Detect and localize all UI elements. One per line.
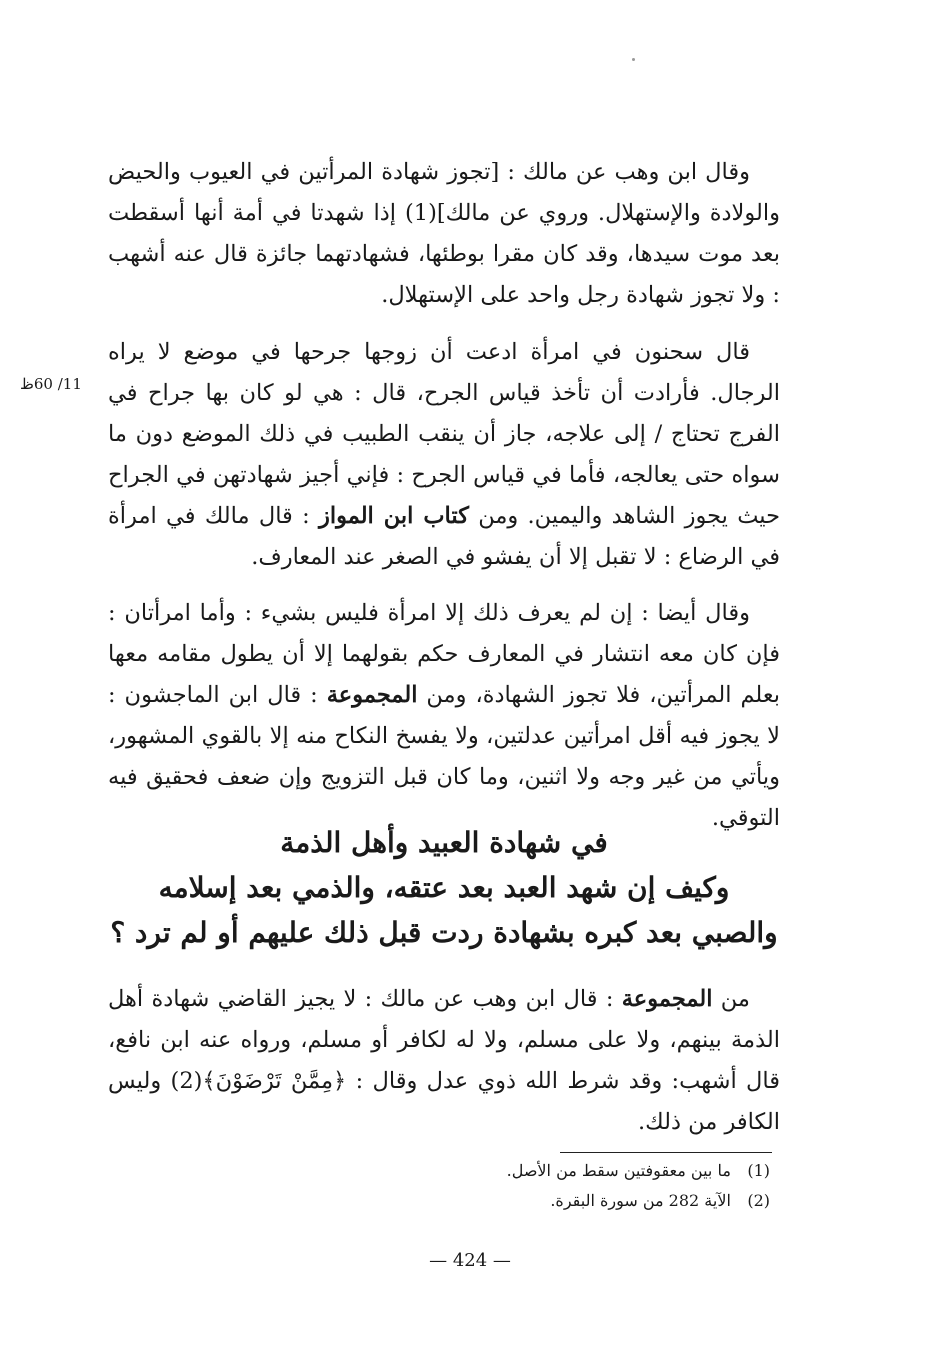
paragraph-2-text-after: : قال مالك في امرأة في الرضاع : لا تقبل إلا أن يفشو في الصغر عند المعارف. [108,503,780,570]
section-heading-line-3: والصبي بعد كبره بشهادة ردت قبل ذلك عليهم أو لم ترد ؟ [110,916,778,949]
paragraph-1-text: وقال ابن وهب عن مالك : [تجوز شهادة المرأتين في العيوب والحيض والولادة والإستهلال. وروي عن مالك](1) إذا شهدتا في أمة أنها أسقطت بعد موت سيدها، وقد كان مقرا بوطئها، فشهادتهما جائزة قال عنه أشهب : ولا تجوز شهادة رجل واحد على الإستهلال. [108,159,780,308]
paragraph-3-bold-source: المجموعة [326,682,418,708]
paragraph-3-text-before: وقال أيضا : إن لم يعرف ذلك إلا امرأة فليس بشيء : وأما امرأتان : فإن كان معه انتشار في المعارف حكم بقولهما إلا أن يطول مقامه معها بعلم المرأتين، فلا تجوز الشهادة، ومن [108,600,781,708]
paragraph-4-text-before: من [712,986,750,1012]
paragraph-3 [108,593,780,839]
paragraph-2-text-before: قال سحنون في امرأة ادعت أن زوجها جرحها في موضع لا يراه الرجال. فأرادت أن تأخذ قياس الجرح، قال : هي لو كان بها جراح في الفرج تحتاج / إلى علاجه، جاز أن ينقب الطبيب في ذلك الموضع دون ما سواه حتى يعالجه، فأما في قياس الجرح : فإني أجيز شهادتهن في الجراح حيث يجوز الشاهد واليمين. ومن [108,339,781,529]
paragraph-2 [108,332,780,578]
margin-manuscript-reference: 11/ 60ظ [20,375,82,393]
paragraph-1 [108,152,780,316]
footnote-2 [300,1187,770,1215]
footnote-1 [300,1157,770,1185]
section-heading-line-1: في شهادة العبيد وأهل الذمة [280,826,608,859]
section-heading-line-2: وكيف إن شهد العبد بعد عتقه، والذمي بعد إسلامه [158,871,730,904]
footnote-2-text: الآية 282 من سورة البقرة. [550,1191,731,1210]
paragraph-4-text-after: : قال ابن وهب عن مالك : لا يجيز القاضي شهادة أهل الذمة بينهم، ولا على مسلم، ولا له لكافر أو مسلم، ورواه عنه ابن نافع، قال أشهب: وقد شرط الله ذوي عدل وقال : ﴿مِمَّنْ تَرْضَوْنَ﴾(2) وليس الكافر من ذلك. [108,986,780,1135]
paragraph-4 [108,979,780,1143]
paragraph-3-text-after: : قال ابن الماجشون : لا يجوز فيه أقل امرأتين عدلتين، ولا يفسخ النكاح منه إلا بالقوي المشهور، ويأتي من غير وجه ولا اثنين، وما كان قبل التزويج وإن ضعف فحقيق فيه التوقي. [108,682,780,831]
footnote-separator [560,1152,772,1153]
page-number: — 424 — [429,1250,511,1271]
footnote-1-number: (1) [747,1161,770,1180]
footnote-1-text: ما بين معقوفتين سقط من الأصل. [506,1161,731,1180]
footnote-2-number: (2) [747,1191,770,1210]
scan-speck [632,58,635,61]
paragraph-2-bold-source: كتاب ابن المواز [318,503,469,529]
paragraph-4-bold-source: المجموعة [621,986,713,1012]
